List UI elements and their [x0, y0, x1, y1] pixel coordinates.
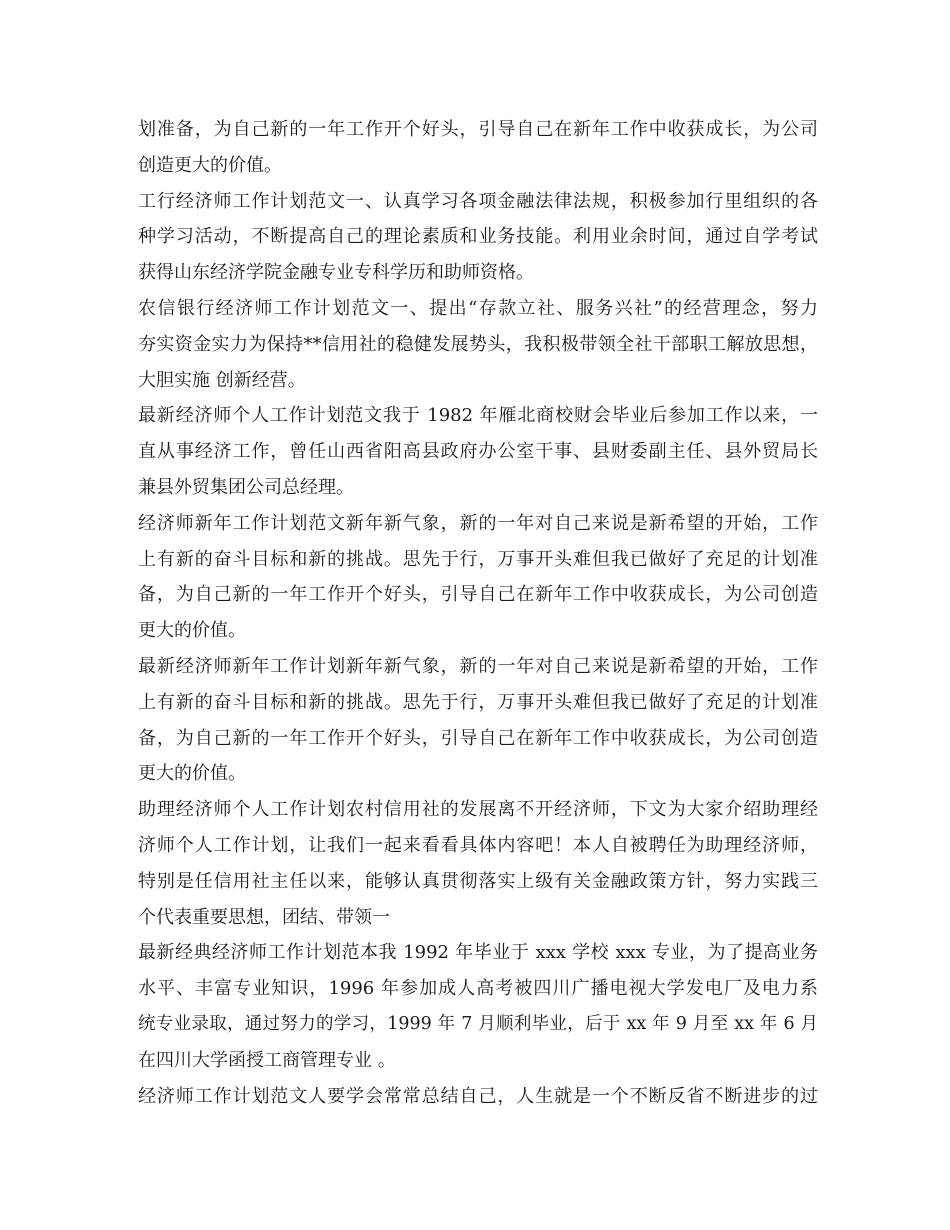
text-line: 兼县外贸集团公司总经理。: [138, 476, 354, 498]
text-line: 最新经济师新年工作计划新年新气象，新的一年对自己来说是新希望的开始，工作: [138, 655, 818, 677]
text-line: 特别是任信用社主任以来，能够认真贯彻落实上级有关金融政策方针，努力实践三: [138, 870, 818, 892]
text-line: 最新经济师个人工作计划范文我于 1982 年雁北商校财会毕业后参加工作以来，一: [138, 405, 818, 427]
text-line: 更大的价值。: [138, 620, 246, 642]
text-line: 上有新的奋斗目标和新的挑战。思先于行，万事开头难但我已做好了充足的计划准: [138, 548, 818, 570]
text-line: 水平、丰富专业知识，1996 年参加成人高考被四川广播电视大学发电厂及电力系: [138, 978, 818, 1000]
text-line: 种学习活动，不断提高自己的理论素质和业务技能。利用业余时间，通过自学考试: [138, 226, 818, 248]
text-line: 经济师新年工作计划范文新年新气象，新的一年对自己来说是新希望的开始，工作: [138, 512, 818, 534]
text-line: 大胆实施 创新经营。: [138, 369, 306, 391]
text-line: 农信银行经济师工作计划范文一、提出“存款立社、服务兴社”的经营理念，努力: [138, 297, 818, 319]
text-line: 工行经济师工作计划范文一、认真学习各项金融法律法规，积极参加行里组织的各: [138, 190, 818, 212]
text-line: 备，为自己新的一年工作开个好头，引导自己在新年工作中收获成长，为公司创造: [138, 727, 818, 749]
text-line: 直从事经济工作，曾任山西省阳高县政府办公室干事、县财委副主任、县外贸局长: [138, 441, 818, 463]
text-line: 备，为自己新的一年工作开个好头，引导自己在新年工作中收获成长，为公司创造: [138, 584, 818, 606]
text-line: 上有新的奋斗目标和新的挑战。思先于行，万事开头难但我已做好了充足的计划准: [138, 691, 818, 713]
text-line: 经济师工作计划范文人要学会常常总结自己，人生就是一个不断反省不断进步的过: [138, 1085, 818, 1107]
text-line: 创造更大的价值。: [138, 154, 282, 176]
text-line: 更大的价值。: [138, 763, 246, 785]
text-line: 济师个人工作计划，让我们一起来看看具体内容吧！本人自被聘任为助理经济师，: [138, 834, 818, 856]
text-line: 划准备，为自己新的一年工作开个好头，引导自己在新年工作中收获成长，为公司: [138, 119, 818, 140]
text-line: 在四川大学函授工商管理专业 。: [138, 1049, 396, 1071]
text-line: 统专业录取，通过努力的学习，1999 年 7 月顺利毕业，后于 xx 年 9 月至 xx 年 6 月: [138, 1013, 818, 1034]
text-line: 最新经典经济师工作计划范本我 1992 年毕业于 xxx 学校 xxx 专业，为了提高业务: [138, 942, 818, 964]
text-line: 夯实资金实力为保持**信用社的稳健发展势头，我积极带领全社干部职工解放思想，: [138, 333, 818, 355]
text-line: 获得山东经济学院金融专业专科学历和助师资格。: [138, 262, 534, 284]
document-body: [138, 112, 818, 1114]
text-line: 助理经济师个人工作计划农村信用社的发展离不开经济师，下文为大家介绍助理经: [138, 799, 818, 821]
text-line: 个代表重要思想，团结、带领一: [138, 906, 390, 928]
